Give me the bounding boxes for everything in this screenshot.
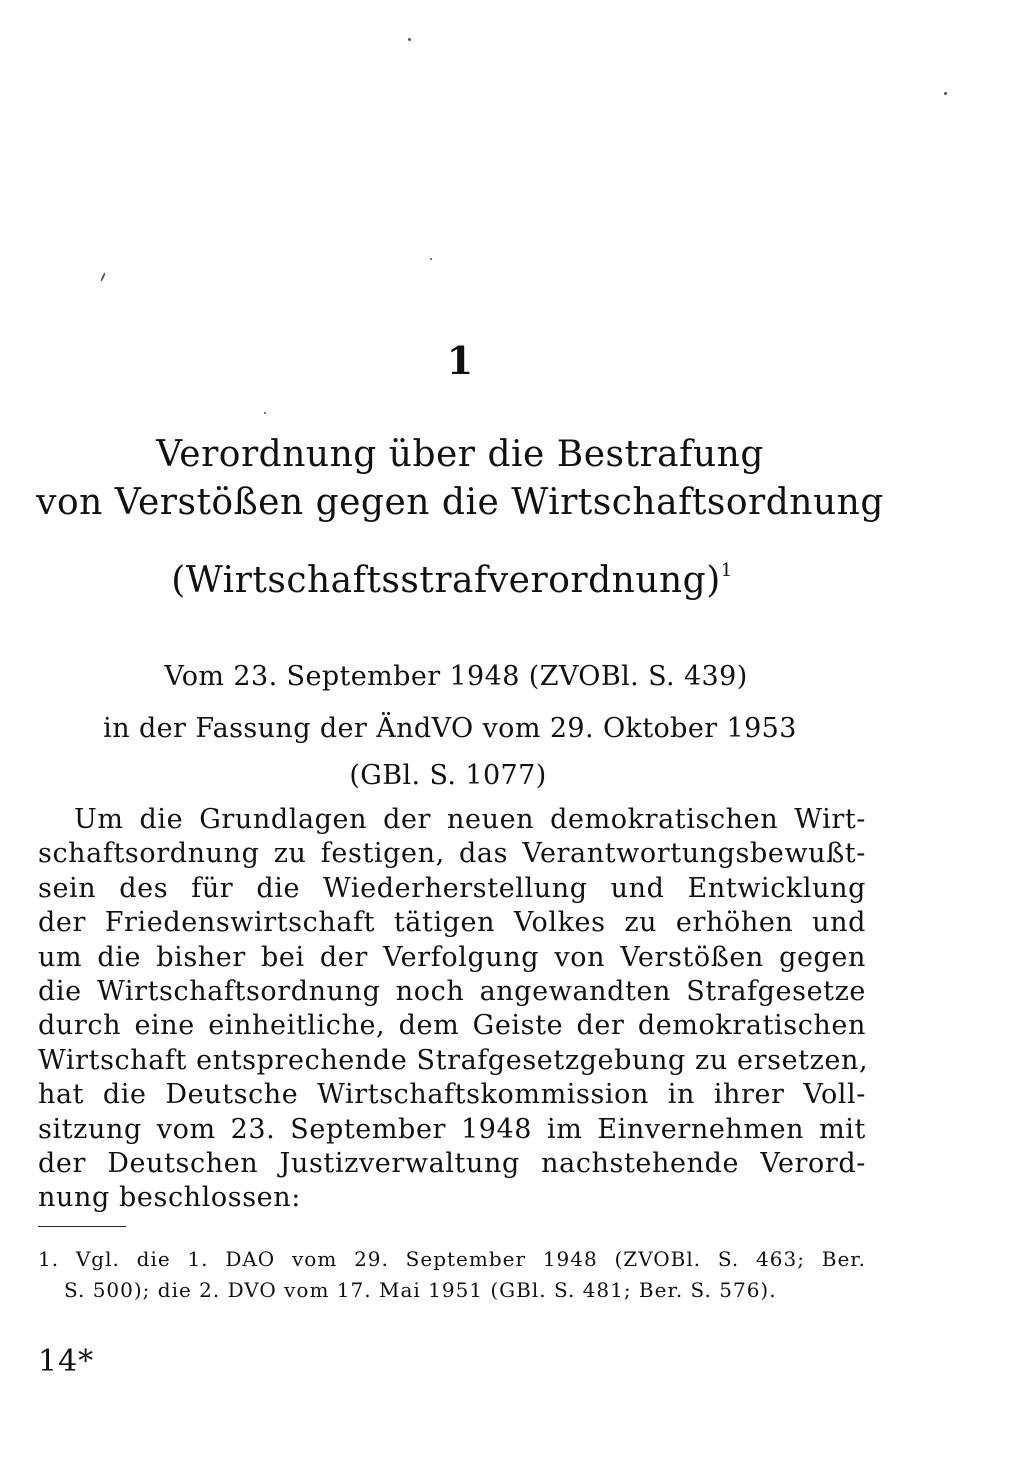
scan-speck — [944, 92, 947, 95]
preamble-paragraph — [38, 803, 869, 1216]
footnote-line: 1. Vgl. die 1. DAO vom 29. September 1948 (ZVOBl. S. 463; Ber. — [38, 1247, 866, 1271]
title-line-2: von Verstößen gegen die Wirtschaftsordnung — [36, 482, 884, 523]
short-title-text: (Wirtschaftsstrafverordnung) — [171, 560, 721, 601]
preamble-line: hat die Deutsche Wirtschaftskommission in ihrer Voll- — [38, 1079, 866, 1111]
preamble-line: Um die Grundlagen der neuen demokratischen Wirt- — [74, 804, 866, 835]
scan-speck — [100, 272, 106, 282]
page-number: 14* — [38, 1344, 95, 1379]
enactment-date: Vom 23. September 1948 (ZVOBl. S. 439) — [164, 661, 748, 692]
preamble-line: nung beschlossen: — [38, 1182, 301, 1214]
preamble-line: der Deutschen Justizverwaltung nachstehende Verord- — [38, 1147, 866, 1179]
preamble-line: sein des für die Wiederherstellung und Entwicklung — [38, 872, 866, 904]
footnote-line: S. 500); die 2. DVO vom 17. Mai 1951 (GBl. S. 481; Ber. S. 576). — [64, 1278, 777, 1302]
scan-speck — [264, 412, 266, 414]
short-title — [0, 560, 964, 601]
amendment-note: in der Fassung der ÄndVO vom 29. Oktober 1953 — [103, 713, 797, 744]
scan-speck — [408, 38, 411, 41]
preamble-line: Wirtschaft entsprechende Strafgesetzgebung zu ersetzen, — [38, 1044, 869, 1076]
footnote-divider — [38, 1226, 126, 1227]
amendment-source: (GBl. S. 1077) — [349, 760, 547, 791]
section-number: 1 — [446, 338, 474, 383]
scan-speck — [430, 258, 432, 260]
footnote-reference-mark: 1 — [720, 560, 733, 581]
preamble-line: schaftsordnung zu festigen, das Verantwortungsbewußt- — [38, 838, 866, 870]
preamble-line: die Wirtschaftsordnung noch angewandten Strafgesetze — [38, 975, 866, 1007]
preamble-line: um die bisher bei der Verfolgung von Verstößen gegen — [38, 941, 866, 973]
footnote — [38, 1244, 866, 1306]
preamble-line: durch eine einheitliche, dem Geiste der demokratischen — [38, 1010, 866, 1042]
preamble-line: der Friedenswirtschaft tätigen Volkes zu erhöhen und — [38, 907, 866, 939]
preamble-line: sitzung vom 23. September 1948 im Einvernehmen mit — [38, 1113, 866, 1145]
title-line-1: Verordnung über die Bestrafung — [156, 434, 764, 475]
